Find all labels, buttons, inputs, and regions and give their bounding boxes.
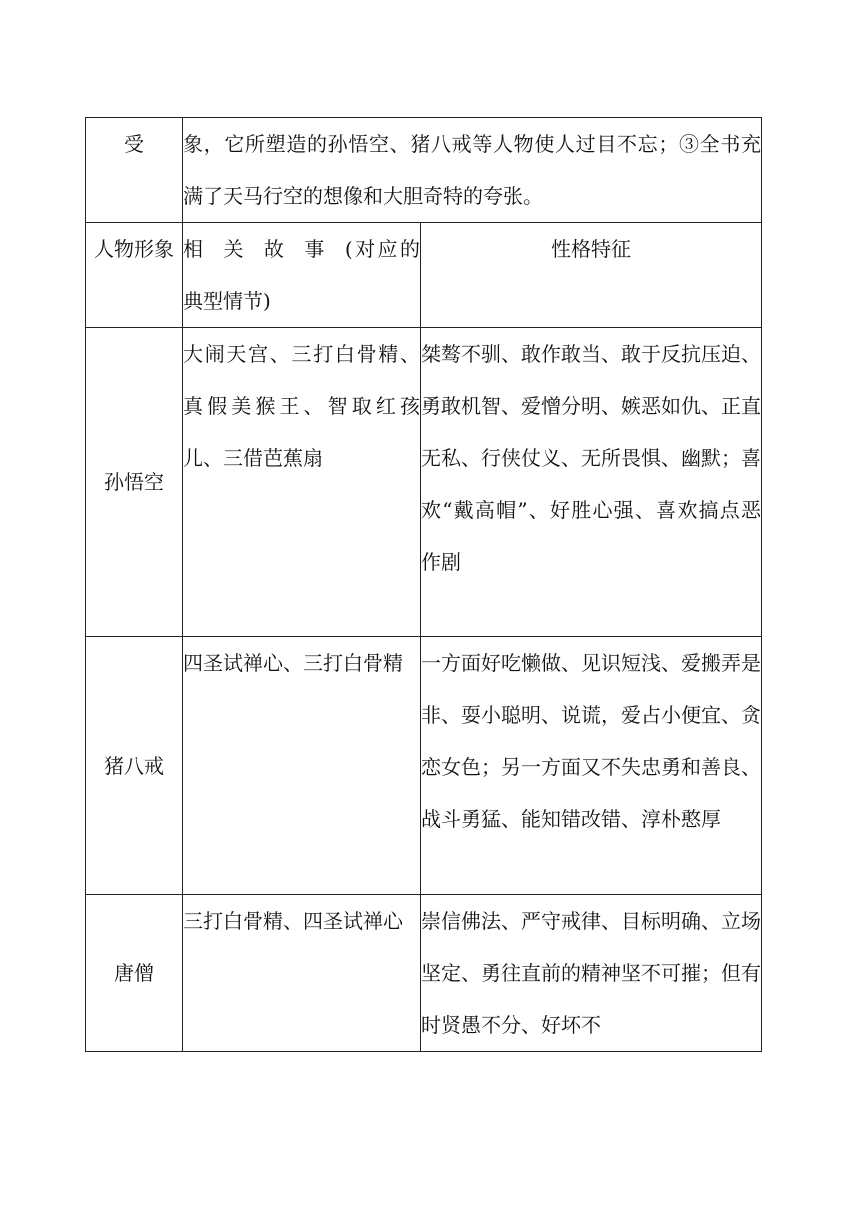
character-name-cell [86,328,183,637]
traits-cell [421,895,762,1052]
character-name-cell [86,895,183,1052]
character-name: 唐僧 [114,961,154,985]
table-row [86,895,762,1052]
traits-cell [421,637,762,895]
header-character-label: 人物形象 [94,237,174,261]
header-character [86,223,183,328]
stories-cell [183,895,421,1052]
header-stories [183,223,421,328]
traits-text: 一方面好吃懒做、见识短浅、爱搬弄是非、耍小聪明、说谎，爱占小便宜、贪恋女色；另一方面又不失忠勇和善良、战斗勇猛、能知错改错、淳朴憨厚 [421,651,761,831]
table-row [86,118,762,223]
stories-text: 三打白骨精、四圣试禅心 [183,909,403,933]
table-row [86,328,762,637]
stories-text: 大闹天宫、三打白骨精、真假美猴王、智取红孩儿、三借芭蕉扇 [183,342,420,470]
row-label: 受 [124,132,144,156]
traits-cell [421,328,762,637]
stories-cell [183,637,421,895]
header-row [86,223,762,328]
traits-text: 崇信佛法、严守戒律、目标明确、立场坚定、勇往直前的精神坚不可摧；但有时贤愚不分、好坏不 [421,909,761,1037]
character-name: 孙悟空 [104,470,164,494]
header-traits-label: 性格特征 [551,237,631,261]
header-stories-label: 相关故事 [183,237,345,261]
continued-text-cell [183,118,762,223]
stories-text: 四圣试禅心、三打白骨精 [183,651,403,675]
header-traits [421,223,762,328]
character-name-cell [86,637,183,895]
traits-text: 桀骜不驯、敢作敢当、敢于反抗压迫、勇敢机智、爱憎分明、嫉恶如仇、正直无私、行侠仗义、无所畏惧、幽默；喜欢“戴高帽”、好胜心强、喜欢搞点恶作剧 [421,342,761,574]
row-label-cell [86,118,183,223]
continued-text: 象，它所塑造的孙悟空、猪八戒等人物使人过目不忘；③全书充满了天马行空的想像和大胆奇特的夸张。 [183,132,761,208]
character-name: 猪八戒 [104,753,164,778]
table-row [86,637,762,895]
stories-cell [183,328,421,637]
character-table [85,117,762,1052]
header-stories-note: (对应的典型情节) [183,237,420,313]
